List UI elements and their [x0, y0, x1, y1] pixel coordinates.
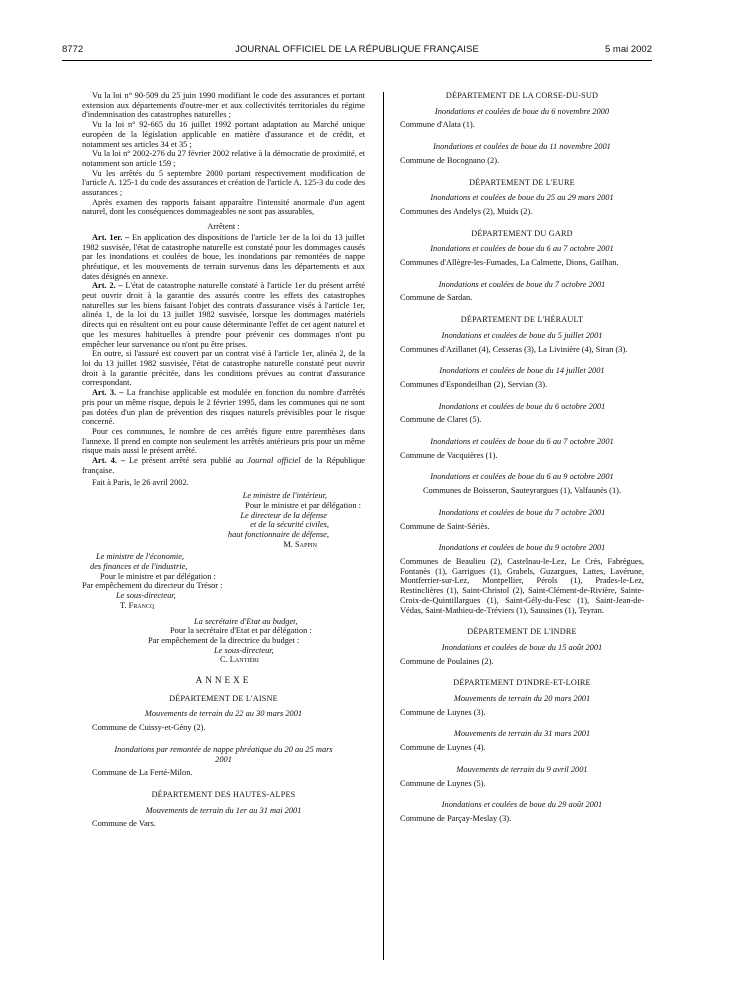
event-heading: Inondations et coulées de boue du 25 au 29 mars 2001: [430, 193, 614, 203]
event-heading: Inondations et coulées de boue du 7 octobre 2001: [438, 507, 606, 517]
article-paragraph: [82, 388, 365, 427]
signature-budget: [82, 617, 365, 666]
article-text: de la République française.: [82, 456, 365, 475]
visa-paragraph: Vu la loi n° 92-665 du 16 juillet 1992 portant adaptation au Marché unique européen de la législation applicable en matière d'assurance et de crédit, et notamment ses articles 34 et 35 ;: [82, 120, 365, 149]
signatory-name: C. Lantiéri: [220, 655, 259, 665]
communes-list: Commune de Luynes (5).: [400, 778, 486, 788]
signature-line: Par empêchement du directeur du Trésor :: [82, 581, 223, 591]
department-heading: DÉPARTEMENT DE L'AISNE: [169, 693, 278, 703]
visa-paragraph: Après examen des rapports faisant apparaître l'intensité anormale d'un agent naturel, dont les conséquences dommageables ne sont pas assurables,: [82, 197, 365, 217]
article-label: Art. 3. –: [92, 388, 124, 398]
communes-list: Commune de Parçay-Meslay (3).: [400, 813, 512, 823]
communes-list: Commune de Luynes (3).: [400, 707, 486, 717]
article-paragraph: [82, 427, 365, 456]
department-heading: DÉPARTEMENT DE L'EURE: [469, 177, 575, 187]
communes-list: Commune de Saint-Sériès.: [400, 521, 490, 531]
article-label: Art. 4. –: [92, 456, 126, 466]
event-heading: Inondations et coulées de boue du 6 au 9 octobre 2001: [430, 472, 614, 482]
signature-line: haut fonctionnaire de défense,: [227, 529, 329, 539]
event-heading: Inondations et coulées de boue du 15 août 2001: [441, 642, 603, 652]
article-paragraph: [82, 456, 365, 475]
signature-line: La secrétaire d'Etat au budget,: [194, 616, 298, 626]
event-heading: Inondations et coulées de boue du 29 août 2001: [441, 800, 603, 810]
signature-line: Pour la secrétaire d'Etat et par délégation :: [170, 626, 312, 636]
event-heading: Inondations et coulées de boue du 11 novembre 2001: [433, 142, 611, 152]
visa-paragraph: Vu la loi n° 90-509 du 25 juin 1990 modifiant le code des assurances et portant extension aux départements d'outre-mer et aux collectivités territoriales du régime d'indemnisation des catastrophes naturelles ;: [82, 91, 365, 120]
signature-line: Le ministre de l'intérieur,: [242, 491, 327, 501]
communes-list: Commune de Luynes (4).: [400, 743, 486, 753]
article-text: En application des dispositions de l'article 1er de la loi du 13 juillet 1982 susvisée, l'état de catastrophe naturelle est constaté pour les dommages causés par les inondations et coulées de boue, les inondations par remontées de nappe phréatique, et les mouvements de terrain survenus dans les départements et aux dates désignés en annexe.: [82, 232, 365, 281]
event-heading: Mouvements de terrain du 20 mars 2001: [453, 694, 591, 704]
signature-line: des finances et de l'industrie,: [90, 562, 188, 572]
communes-list: Commune de Poulaines (2).: [400, 656, 494, 666]
journal-name: Journal officiel: [247, 456, 301, 466]
signature-economy: [82, 552, 365, 610]
article-paragraph: [82, 281, 365, 349]
communes-list: Communes des Andelys (2), Muids (2).: [400, 206, 533, 216]
article-paragraph: [82, 233, 365, 282]
communes-list: Commune de Sardan.: [400, 293, 473, 303]
event-heading: Inondations et coulées de boue du 7 octobre 2001: [438, 279, 606, 289]
done-at-paris: Fait à Paris, le 26 avril 2002.: [92, 478, 189, 488]
event-heading: Mouvements de terrain du 31 mars 2001: [453, 729, 591, 739]
arretent-heading: Arrêtent :: [207, 222, 240, 232]
communes-list: Communes d'Azillanet (4), Cesseras (3), La Livinière (4), Siran (3).: [400, 344, 628, 354]
right-column: [400, 91, 644, 836]
annexe-heading: ANNEXE: [195, 675, 252, 686]
signature-line: Pour le ministre et par délégation :: [245, 500, 361, 510]
column-divider: [383, 92, 384, 960]
department-heading: DÉPARTEMENT DE LA CORSE-DU-SUD: [445, 91, 599, 100]
left-column: [82, 91, 365, 841]
event-heading: Inondations et coulées de boue du 6 novembre 2000: [434, 106, 610, 116]
department-heading: DÉPARTEMENT D'INDRE-ET-LOIRE: [453, 678, 591, 688]
event-heading: Mouvements de terrain du 22 au 30 mars 2001: [144, 709, 303, 719]
signature-line: Par empêchement de la directrice du budget :: [148, 635, 300, 645]
department-heading: DÉPARTEMENT DU GARD: [471, 228, 573, 238]
communes-list: Commune de Bocognano (2).: [400, 155, 500, 165]
event-heading: Mouvements de terrain du 9 avril 2001: [456, 764, 588, 774]
event-heading: Inondations et coulées de boue du 9 octobre 2001: [438, 543, 606, 553]
signature-line: Le sous-directeur,: [116, 591, 176, 601]
page-header: [62, 44, 652, 58]
signature-line: Le sous-directeur,: [214, 645, 274, 655]
signatory-name: M. Sappin: [283, 539, 317, 549]
article-text: Pour ces communes, le nombre de ces arrêtés figure entre parenthèses dans l'annexe. Il prend en compte non seulement les arrêtés antérieurs pris pour un même risque mais aussi le présent arrêté.: [82, 426, 365, 456]
communes-list: Commune de Vars.: [92, 819, 156, 829]
article-paragraph: [82, 349, 365, 388]
event-heading: Inondations et coulées de boue du 6 au 7 octobre 2001: [430, 437, 614, 447]
signature-line: Le directeur de la défense: [240, 510, 327, 520]
department-heading: DÉPARTEMENT DES HAUTES-ALPES: [151, 790, 296, 799]
event-heading: Inondations et coulées de boue du 14 juillet 2001: [439, 366, 605, 376]
communes-list: Communes d'Espondeilhan (2), Servian (3).: [400, 379, 548, 389]
event-heading: Inondations et coulées de boue du 5 juillet 2001: [441, 330, 603, 340]
event-heading: Mouvements de terrain du 1er au 31 mai 2001: [145, 805, 302, 815]
department-heading: DÉPARTEMENT DE L'INDRE: [467, 627, 577, 637]
article-text: La franchise applicable est modulée en fonction du nombre d'arrêtés pris pour un même risque, depuis le 2 février 1995, dans les communes qui ne sont pas dotées d'un plan de prévention des risques naturels prévisibles pour le risque concerné.: [82, 388, 365, 427]
signature-line: Pour le ministre et par délégation :: [100, 571, 216, 581]
communes-list: Commune de La Ferté-Milon.: [92, 768, 193, 778]
issue-date: 5 mai 2002: [604, 44, 652, 55]
department-heading: DÉPARTEMENT DE L'HÉRAULT: [460, 315, 584, 325]
visa-paragraph: Vu la loi n° 2002-276 du 27 février 2002 relative à la démocratie de proximité, et notamment son article 159 ;: [82, 149, 365, 168]
communes-list: Commune de Claret (5).: [400, 415, 482, 425]
communes-list: Communes de Beaulieu (2), Castelnau-le-Lez, Le Crès, Fabrègues, Fontanès (1), Garrigues (1), Grabels, Guzargues, Lattes, Lavérune, Montferrier-sur-Lez, Montpellier, Pérols (1), Prades-le-Lez, Restinclières (1), Saint-Christol (2), Saint-Clément-de-Rivière, Sainte-Croix-de-Quintillargues (1), Saint-Gély-du-Fesc (1), Saint-Jean-de-Védas, Saint-Mathieu-de-Tréviers (1), Saussines (1), Teyran.: [400, 556, 644, 615]
article-text: Le présent arrêté sera publié au: [125, 456, 248, 466]
event-heading: Inondations et coulées de boue du 6 octobre 2001: [438, 401, 606, 411]
visa-paragraph: Vu les arrêtés du 5 septembre 2000 portant respectivement modification de l'article A. 125-1 du code des assurances et création de l'article A. 125-3 du code des assurances ;: [82, 168, 365, 198]
event-heading: Inondations par remontée de nappe phréatique du 20 au 25 mars 2001: [114, 744, 333, 764]
communes-list: Commune de Vacquières (1).: [400, 450, 498, 460]
page-number: 8772: [62, 44, 84, 55]
communes-list: Communes d'Allègre-les-Fumades, La Calmette, Dions, Gailhan.: [400, 258, 619, 268]
signatory-name: T. Francq: [120, 600, 155, 610]
event-heading: Inondations et coulées de boue du 6 au 7 octobre 2001: [430, 244, 614, 254]
article-label: Art. 2. –: [92, 281, 123, 291]
article-text: L'état de catastrophe naturelle constaté à l'article 1er du présent arrêté peut ouvrir droit à la garantie des assurés contre les effets des catastrophes naturelles sur les biens faisant l'objet des contrats d'assurance visés à l'article 1er, alinéa 1, de la loi du 13 juillet 1982 susvisée, lorsque les dommages matériels directs qui en résultent ont eu pour cause déterminante l'effet de cet agent naturel et que les mesures habituelles à prendre pour prévenir ces dommages n'ont pu empêcher leur survenance ou n'ont pu être prises.: [82, 281, 365, 349]
signature-line: Le ministre de l'économie,: [96, 552, 185, 562]
article-label: Art. 1er. –: [92, 232, 130, 242]
article-text: En outre, si l'assuré est couvert par un contrat visé à l'article 1er, alinéa 2, de la loi du 13 juillet 1982 susvisée, l'état de catastrophe naturelle constaté peut ouvrir droit à la garantie précitée, dans les conditions prévues au contrat d'assurance correspondant.: [82, 349, 365, 388]
signature-line: et de la sécurité civiles,: [250, 520, 329, 530]
communes-list: Commune d'Alata (1).: [400, 120, 475, 130]
signature-interior: [82, 491, 365, 549]
header-rule: [62, 60, 652, 61]
communes-list: Communes de Boisseron, Sauteyrargues (1), Valfaunès (1).: [422, 486, 622, 496]
communes-list: Commune de Cuissy-et-Gény (2).: [92, 723, 206, 733]
journal-title: JOURNAL OFFICIEL DE LA RÉPUBLIQUE FRANÇAISE: [235, 44, 479, 55]
